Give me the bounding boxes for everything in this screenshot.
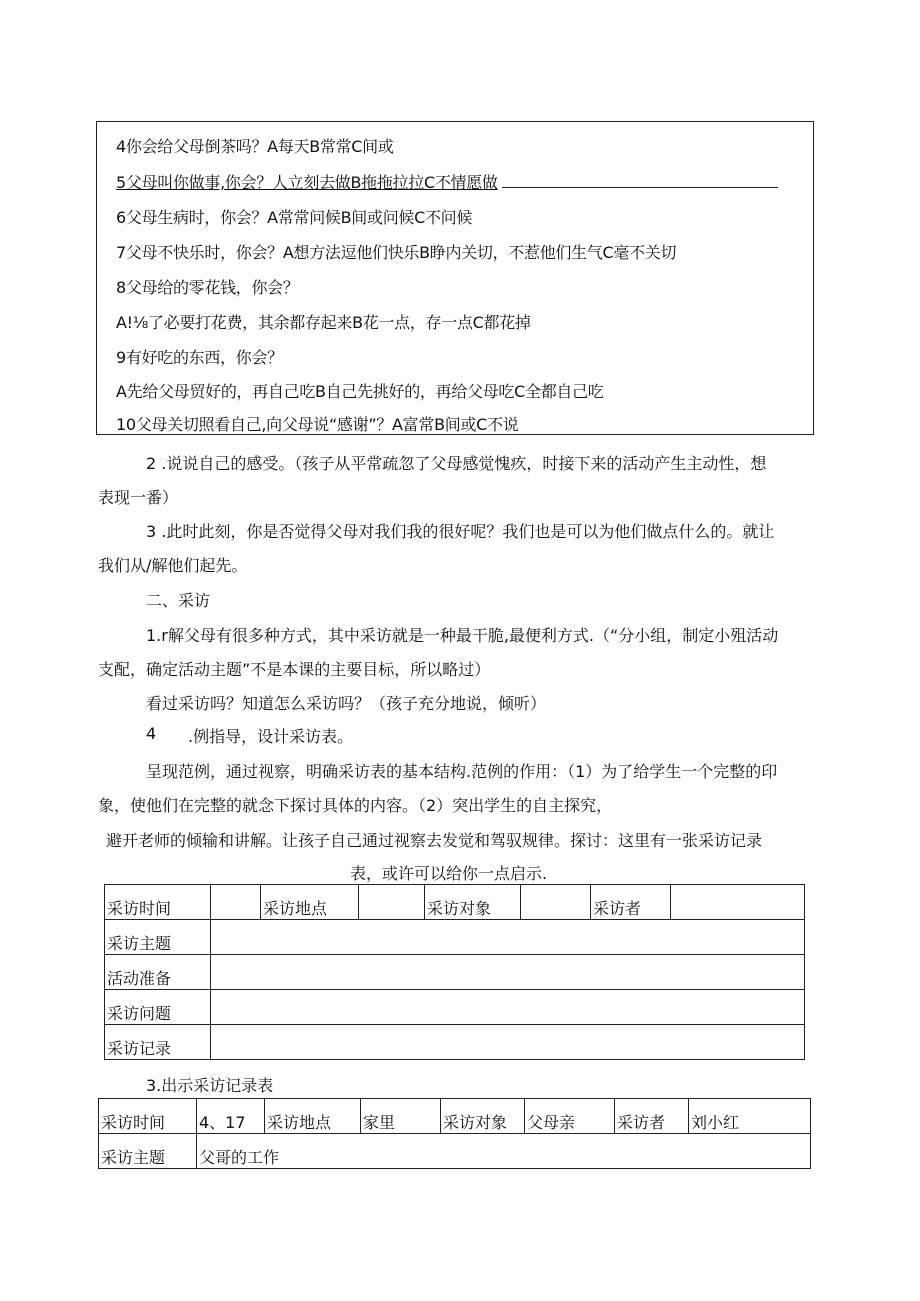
question-7: 7父母不快乐时，你会？A想方法逗他们快乐B睁内关切，不惹他们生气C毫不关切 [116, 243, 677, 262]
question-6: 6父母生病时，你会？A常常问候B间或问候C不问候 [116, 208, 473, 227]
cell-time-value: 4、17 [197, 1099, 265, 1134]
cell-place-label: 采访地点 [261, 885, 359, 920]
cell-time-value[interactable] [211, 885, 261, 920]
question-9: 9有好吃的东西，你会？ [116, 348, 283, 367]
paragraph-2-line1: 2 .说说自己的感受。（孩子从平常疏忽了父母感觉愧疚，时接下来的活动产生主动性，想 [146, 454, 767, 473]
cell-place-label: 采访地点 [265, 1099, 361, 1134]
cell-interviewer-value[interactable] [671, 885, 805, 920]
paragraph-4-number: 4 [146, 724, 157, 743]
answer-blank-line [502, 187, 778, 188]
cell-target-label: 采访对象 [425, 885, 521, 920]
question-5-text: 5父母叫你做事,你会？人立刻去做B拖拖拉拉C不情愿做 [116, 173, 498, 192]
cell-interviewer-value: 刘小红 [689, 1099, 811, 1134]
question-4: 4你会给父母倒茶吗？A每天B常常C间或 [116, 137, 394, 156]
paragraph-2-line2: 表现一番） [98, 488, 179, 507]
paragraph-6: 3.出示采访记录表 [146, 1076, 274, 1095]
section-heading-interview: 二、采访 [146, 591, 211, 610]
paragraph-5-line2: 象，使他们在完整的就念下探讨具体的内容。（2）突出学生的自主探究， [98, 796, 613, 815]
cell-target-label: 采访对象 [441, 1099, 525, 1134]
table-row [99, 1099, 811, 1134]
cell-interviewer-label: 采访者 [615, 1099, 689, 1134]
paragraph-3-line2: 我们从/解他们起先。 [98, 556, 248, 575]
cell-place-value[interactable] [359, 885, 425, 920]
table-row [99, 1134, 811, 1169]
question-8-options: A!⅛了必要打花费，其余都存起来B花一点，存一点C都花掉 [116, 313, 531, 332]
cell-record-value[interactable] [211, 1025, 805, 1060]
paragraph-3-line1: 3 .此时此刻，你是否觉得父母对我们我的很好呢？我们也是可以为他们做点什么的。就让 [146, 522, 775, 541]
cell-topic-value[interactable] [211, 920, 805, 955]
question-10: 10父母关切照看自己,向父母说“感谢”？A富常B间或C不说 [116, 415, 519, 434]
cell-interviewer-label: 采访者 [591, 885, 671, 920]
paragraph-5-line4: 表，或许可以给你一点启示. [350, 864, 548, 883]
question-8: 8父母给的零花钱，你会？ [116, 278, 299, 297]
cell-target-value: 父母亲 [525, 1099, 615, 1134]
question-9-options: A先给父母贸好的，再自己吃B自己先挑好的，再给父母吃C全都自己吃 [116, 382, 604, 401]
cell-prep-value[interactable] [211, 955, 805, 990]
cell-topic-label: 采访主题 [105, 920, 211, 955]
paragraph-5-line1: 呈现范例，通过视察，明确采访表的基本结构.范例的作用：（1）为了给学生一个完整的印 [146, 762, 778, 781]
table-row [105, 955, 805, 990]
table-row [105, 920, 805, 955]
table-row [105, 990, 805, 1025]
cell-target-value[interactable] [521, 885, 591, 920]
cell-time-label: 采访时间 [105, 885, 211, 920]
paragraph-4-text: .例指导，设计采访表。 [188, 727, 354, 746]
paragraph-1-line1: 1.r解父母有很多种方式，其中采访就是一种最干脆,最便利方式.（“分小组，制定小殂活动 [146, 626, 779, 645]
questionnaire-box [96, 121, 814, 435]
cell-topic-value: 父哥的工作 [197, 1134, 811, 1169]
paragraph-5-line3: 避开老师的倾输和讲解。让孩子自己通过视察去发觉和驾驭规律。探讨：这里有一张采访记录 [106, 831, 763, 850]
cell-topic-label: 采访主题 [99, 1134, 197, 1169]
paragraph-1-line2: 支配，确定活动主题”不是本课的主要目标，所以略过） [98, 660, 491, 679]
question-5 [116, 170, 778, 193]
cell-questions-label: 采访问题 [105, 990, 211, 1025]
cell-questions-value[interactable] [211, 990, 805, 1025]
cell-place-value: 家里 [361, 1099, 441, 1134]
paragraph-1-line3: 看过采访吗？知道怎么采访吗？（孩子充分地说，倾听） [146, 694, 547, 713]
interview-template-table [104, 884, 805, 1060]
table-row [105, 885, 805, 920]
cell-record-label: 采访记录 [105, 1025, 211, 1060]
cell-prep-label: 活动准备 [105, 955, 211, 990]
cell-time-label: 采访时间 [99, 1099, 197, 1134]
interview-example-table [98, 1098, 811, 1169]
table-row [105, 1025, 805, 1060]
